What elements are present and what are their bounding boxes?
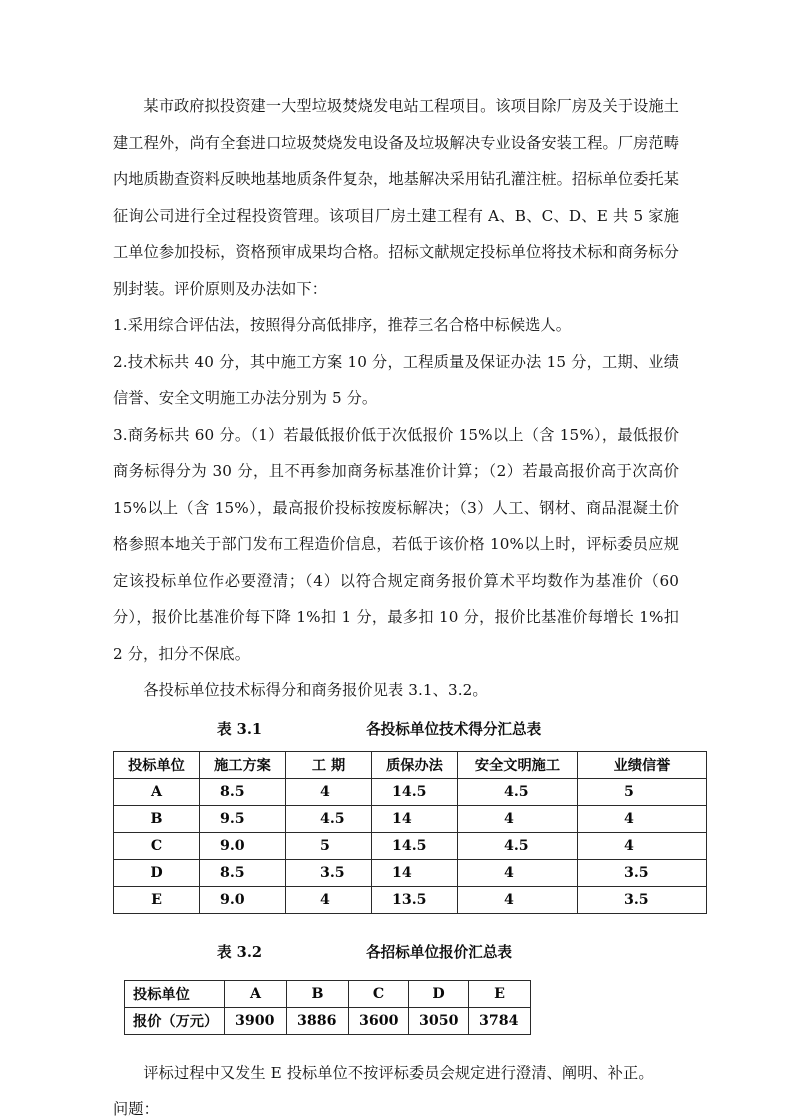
table-row — [114, 886, 707, 913]
spacer — [113, 709, 679, 717]
cell-performance-reputation: 3.5 — [578, 859, 707, 886]
cell-price-a: 3900 — [225, 1007, 287, 1034]
row-header-price: 报价（万元） — [125, 1007, 225, 1034]
technical-scores-table — [113, 751, 707, 914]
cell-duration: 4 — [286, 886, 372, 913]
paragraph-intro: 某市政府拟投资建一大型垃圾焚烧发电站工程项目。该项目除厂房及关于设施土建工程外，尚有全套进口垃圾焚烧发电设备及垃圾解决专业设备安装工程。厂房范畴内地质勘查资料反映地基地质条件复杂，地基解决采用钻孔灌注桩。招标单位委托某征询公司进行全过程投资管理。该项目厂房土建工程有 A、B、C、D、E 共 5 家施工单位参加投标，资格预审成果均合格。招标文献规定投标单位将技术标和商务标分别封装。评价原则及办法如下： — [113, 97, 679, 298]
column-header-c: C — [349, 980, 409, 1007]
paragraph-rule-3: 3.商务标共 60 分。（1）若最低报价低于次低报价 15%以上（含 15%），最低报价商务标得分为 30 分，且不再参加商务标基准价计算；（2）若最高报价高于次高价 15%以上（含 15%），最高报价投标按废标解决；（3）人工、钢材、商品混凝土价格参照本地关于部门发布工程造价信息，若低于该价格 10%以上时，评标委员应规定该投标单位作必要澄清；（4）以符合规定商务报价算术平均数作为基准价（60 分），报价比基准价每下降 1%扣 1 分，最多扣 10 分，报价比基准价每增长 1%扣 2 分，扣分不保底。 — [113, 425, 679, 663]
table-tech-caption-title: 各投标单位技术得分汇总表 — [366, 720, 542, 738]
table-price-caption-title: 各招标单位报价汇总表 — [366, 943, 513, 961]
cell-bidder: D — [114, 859, 200, 886]
paragraph-questions-label: 问题： — [113, 1100, 159, 1118]
table-header-row — [125, 980, 531, 1007]
table-tech-caption-number: 表 3.1 — [217, 720, 263, 738]
cell-safety-civilized: 4.5 — [458, 832, 578, 859]
cell-construction-plan: 9.0 — [200, 886, 286, 913]
column-header-bidder: 投标单位 — [114, 751, 200, 778]
table-row — [114, 805, 707, 832]
cell-bidder: C — [114, 832, 200, 859]
column-header-d: D — [409, 980, 469, 1007]
cell-construction-plan: 9.5 — [200, 805, 286, 832]
cell-safety-civilized: 4.5 — [458, 778, 578, 805]
cell-safety-civilized: 4 — [458, 859, 578, 886]
cell-price-e: 3784 — [469, 1007, 531, 1034]
column-header-construction-plan: 施工方案 — [200, 751, 286, 778]
column-header-b: B — [287, 980, 349, 1007]
cell-performance-reputation: 5 — [578, 778, 707, 805]
column-header-a: A — [225, 980, 287, 1007]
table-block-tech — [113, 717, 679, 914]
cell-bidder: A — [114, 778, 200, 805]
cell-price-d: 3050 — [409, 1007, 469, 1034]
cell-performance-reputation: 3.5 — [578, 886, 707, 913]
table-header-row — [114, 751, 707, 778]
spacer — [113, 914, 679, 940]
cell-quality-method: 13.5 — [372, 886, 458, 913]
table-price-caption-number: 表 3.2 — [217, 943, 263, 961]
cell-bidder: B — [114, 805, 200, 832]
spacer — [113, 743, 679, 751]
cell-price-b: 3886 — [287, 1007, 349, 1034]
cell-construction-plan: 8.5 — [200, 778, 286, 805]
cell-bidder: E — [114, 886, 200, 913]
cell-safety-civilized: 4 — [458, 886, 578, 913]
bid-price-table — [124, 980, 531, 1035]
column-header-performance-reputation: 业绩信誉 — [578, 751, 707, 778]
cell-duration: 5 — [286, 832, 372, 859]
cell-duration: 3.5 — [286, 859, 372, 886]
document-body — [113, 88, 679, 1120]
cell-duration: 4.5 — [286, 805, 372, 832]
cell-performance-reputation: 4 — [578, 805, 707, 832]
cell-construction-plan: 8.5 — [200, 859, 286, 886]
column-header-e: E — [469, 980, 531, 1007]
column-header-quality-method: 质保办法 — [372, 751, 458, 778]
paragraph-rule-1: 1.采用综合评估法，按照得分高低排序，推荐三名合格中标候选人。 — [113, 316, 572, 334]
cell-duration: 4 — [286, 778, 372, 805]
cell-construction-plan: 9.0 — [200, 832, 286, 859]
table-row — [114, 832, 707, 859]
cell-performance-reputation: 4 — [578, 832, 707, 859]
spacer — [113, 966, 679, 980]
table-row — [125, 1007, 531, 1034]
table-block-price — [113, 940, 679, 1035]
cell-quality-method: 14.5 — [372, 778, 458, 805]
paragraph-rule-2: 2.技术标共 40 分，其中施工方案 10 分，工程质量及保证办法 15 分，工期、业绩信誉、安全文明施工办法分别为 5 分。 — [113, 352, 679, 407]
column-header-safety-civilized: 安全文明施工 — [458, 751, 578, 778]
table-tech-caption — [113, 717, 679, 743]
cell-quality-method: 14 — [372, 805, 458, 832]
table-price-caption — [113, 940, 679, 966]
table-row — [114, 859, 707, 886]
cell-quality-method: 14.5 — [372, 832, 458, 859]
table-row — [114, 778, 707, 805]
column-header-bidder: 投标单位 — [125, 980, 225, 1007]
cell-safety-civilized: 4 — [458, 805, 578, 832]
cell-price-c: 3600 — [349, 1007, 409, 1034]
spacer — [113, 1035, 679, 1055]
paragraph-table-reference: 各投标单位技术标得分和商务报价见表 3.1、3.2。 — [143, 681, 488, 699]
paragraph-clarification-note: 评标过程中又发生 E 投标单位不按评标委员会规定进行澄清、阐明、补正。 — [143, 1063, 654, 1082]
cell-quality-method: 14 — [372, 859, 458, 886]
column-header-duration: 工 期 — [286, 751, 372, 778]
